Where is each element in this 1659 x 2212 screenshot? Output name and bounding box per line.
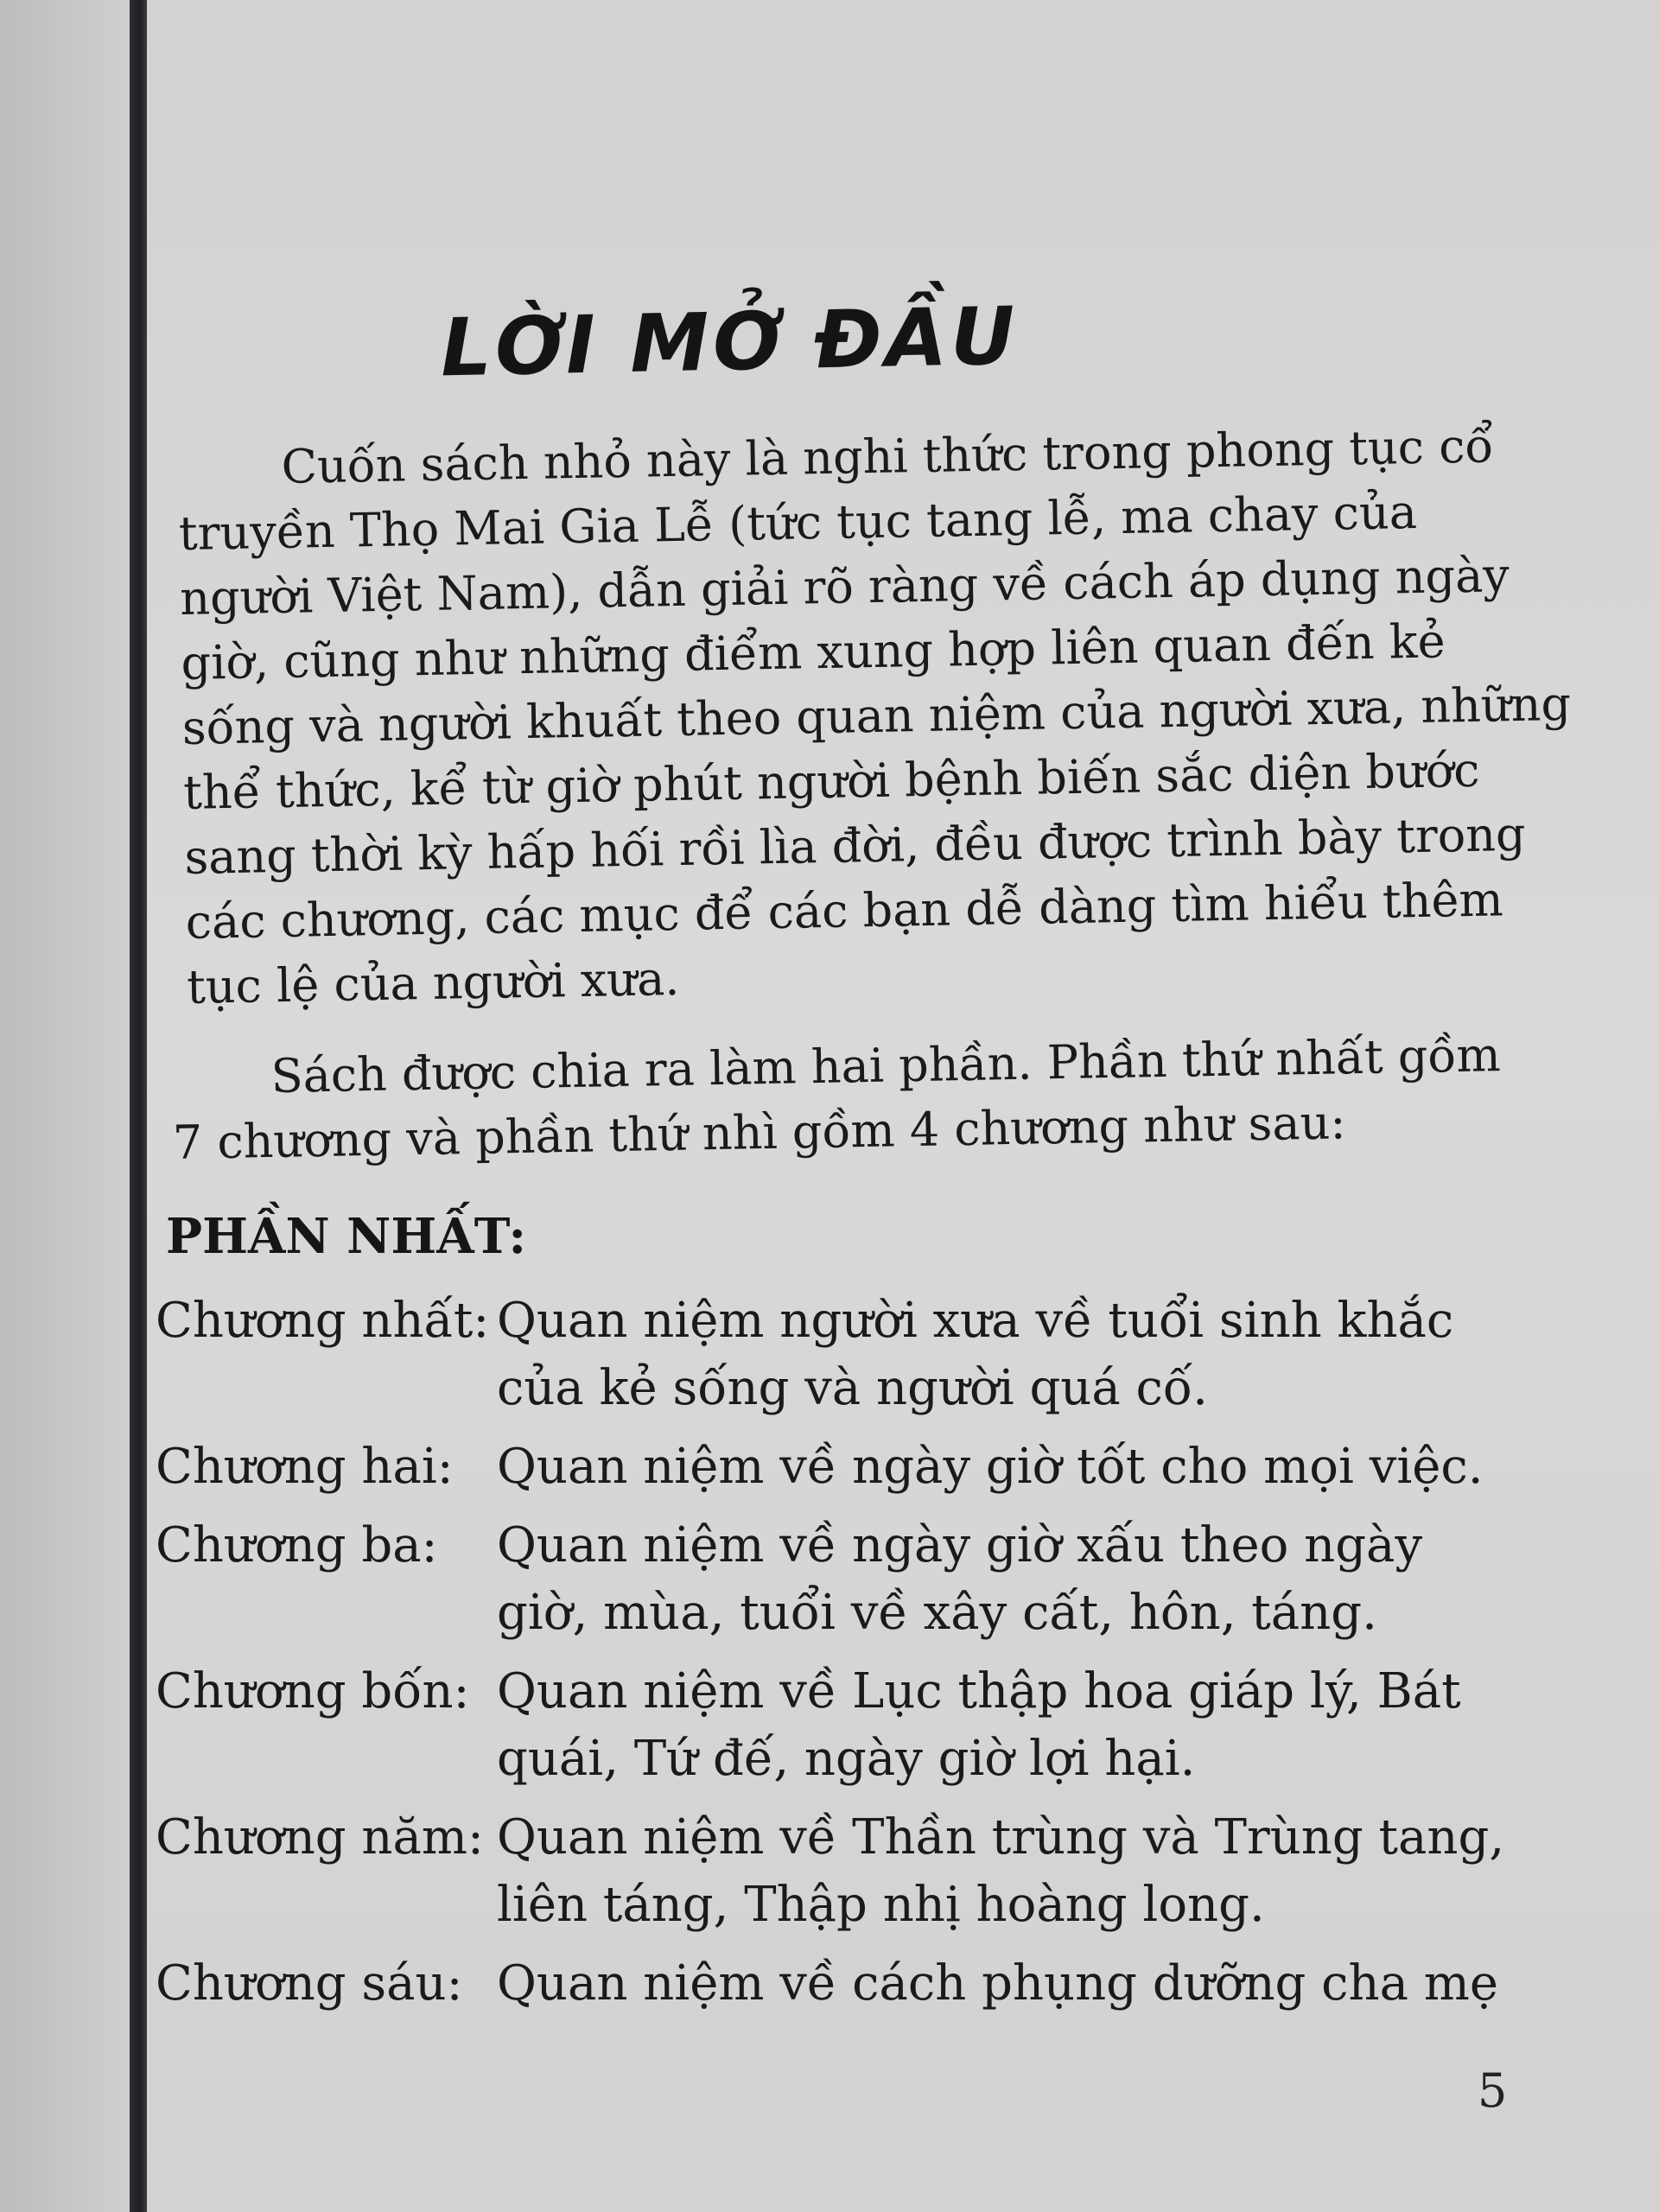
page-number: 5 xyxy=(1478,2063,1508,2118)
section-heading: PHẦN NHẤT: xyxy=(166,1208,527,1265)
chapter-label: Chương năm: xyxy=(156,1809,484,1866)
division-line: 7 chương và phần thứ nhì gồm 4 chương như sau: xyxy=(172,1095,1347,1170)
intro-line: các chương, các mục để các bạn dễ dàng tìm hiểu thêm xyxy=(185,872,1504,950)
intro-line: tục lệ của người xưa. xyxy=(186,950,680,1014)
chapter-description: Quan niệm về Thần trùng và Trùng tang, liên táng, Thập nhị hoàng long. xyxy=(497,1809,1505,1933)
chapter-entry xyxy=(156,1512,1512,1647)
chapter-entry xyxy=(156,1658,1512,1793)
intro-line: thể thức, kể từ giờ phút người bệnh biến sắc diện bước xyxy=(182,742,1480,820)
intro-line: sống và người khuất theo quan niệm của người xưa, những xyxy=(181,676,1572,755)
intro-line: truyền Thọ Mai Gia Lễ (tức tục tang lễ, ma chay của xyxy=(178,484,1418,561)
book-spine xyxy=(130,0,147,2212)
chapter-label: Chương ba: xyxy=(156,1517,438,1573)
chapter-entry xyxy=(156,1433,1512,1501)
chapter-description: Quan niệm về ngày giờ xấu theo ngày giờ, mùa, tuổi về xây cất, hôn, táng. xyxy=(497,1517,1423,1641)
chapter-description: Quan niệm về cách phụng dưỡng cha mẹ xyxy=(497,1955,1499,2012)
intro-line: người Việt Nam), dẫn giải rõ ràng về cách áp dụng ngày xyxy=(179,548,1510,626)
division-line: Sách được chia ra làm hai phần. Phần thứ nhất gồm xyxy=(270,1027,1502,1103)
chapter-label: Chương hai: xyxy=(156,1439,454,1495)
chapter-description: Quan niệm về ngày giờ tốt cho mọi việc. xyxy=(497,1439,1484,1495)
chapter-description: Quan niệm người xưa về tuổi sinh khắc của kẻ sống và người quá cố. xyxy=(497,1293,1454,1416)
chapter-entry xyxy=(156,1804,1512,1939)
intro-paragraph xyxy=(177,413,1572,1020)
chapter-list xyxy=(156,1287,1512,2029)
intro-line: Cuốn sách nhỏ này là nghi thức trong phong tục cổ xyxy=(281,418,1494,494)
chapter-label: Chương sáu: xyxy=(156,1955,463,2012)
intro-line: giờ, cũng như những điểm xung hợp liên quan đến kẻ xyxy=(181,613,1446,690)
division-paragraph xyxy=(171,1022,1503,1175)
chapter-entry xyxy=(156,1287,1512,1422)
chapter-description: Quan niệm về Lục thập hoa giáp lý, Bát quái, Tứ đế, ngày giờ lợi hại. xyxy=(497,1663,1461,1787)
page-title: LỜI MỞ ĐẦU xyxy=(439,289,1020,395)
chapter-label: Chương bốn: xyxy=(156,1663,470,1719)
chapter-label: Chương nhất: xyxy=(156,1293,490,1349)
chapter-entry xyxy=(156,1950,1512,2018)
facing-page-edge xyxy=(0,0,130,2212)
intro-line: sang thời kỳ hấp hối rồi lìa đời, đều được trình bày trong xyxy=(183,806,1527,885)
